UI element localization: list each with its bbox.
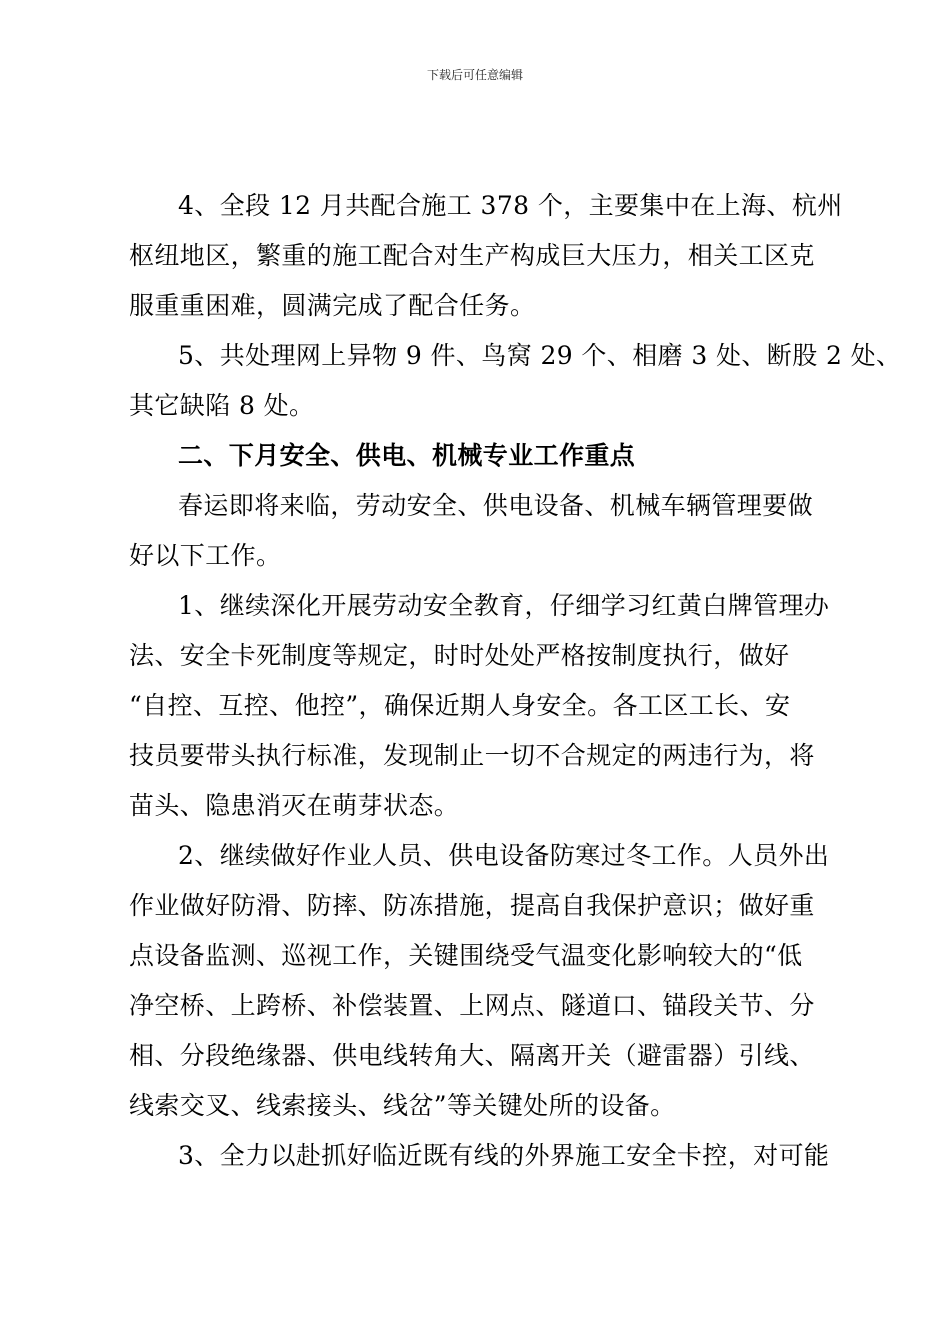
paragraph-line: 线索交叉、线索接头、线岔”等关键处所的设备。 xyxy=(129,1091,676,1120)
paragraph-line: 其它缺陷 8 处。 xyxy=(129,391,315,420)
paragraph-line: 苗头、隐患消灭在萌芽状态。 xyxy=(129,791,460,820)
page-header-note: 下载后可任意编辑 xyxy=(426,68,523,82)
paragraph-line: 相、分段绝缘器、供电线转角大、隔离开关（避雷器）引线、 xyxy=(129,1041,815,1070)
paragraph-line: 点设备监测、巡视工作，关键围绕受气温变化影响较大的“低 xyxy=(129,941,803,970)
paragraph-line: 技员要带头执行标准，发现制止一切不合规定的两违行为，将 xyxy=(129,741,815,770)
paragraph-line: 5、共处理网上异物 9 件、鸟窝 29 个、相磨 3 处、断股 2 处、 xyxy=(178,341,902,370)
paragraph-line: 枢纽地区，繁重的施工配合对生产构成巨大压力，相关工区克 xyxy=(129,241,815,270)
paragraph-line: 春运即将来临，劳动安全、供电设备、机械车辆管理要做 xyxy=(178,491,814,520)
section-heading: 二、下月安全、供电、机械专业工作重点 xyxy=(178,441,636,470)
paragraph-line: 作业做好防滑、防摔、防冻措施，提高自我保护意识；做好重 xyxy=(129,891,815,920)
paragraph-line: “自控、互控、他控”，确保近期人身安全。各工区工长、安 xyxy=(129,691,791,720)
paragraph-line: 好以下工作。 xyxy=(129,541,282,570)
paragraph-line: 4、全段 12 月共配合施工 378 个，主要集中在上海、杭州 xyxy=(178,191,843,220)
paragraph-line: 3、全力以赴抓好临近既有线的外界施工安全卡控，对可能 xyxy=(178,1141,830,1170)
paragraph-line: 服重重困难，圆满完成了配合任务。 xyxy=(129,291,536,320)
paragraph-line: 1、继续深化开展劳动安全教育，仔细学习红黄白牌管理办 xyxy=(178,591,830,620)
paragraph-line: 法、安全卡死制度等规定，时时处处严格按制度执行，做好 xyxy=(129,641,790,670)
paragraph-line: 净空桥、上跨桥、补偿装置、上网点、隧道口、锚段关节、分 xyxy=(129,991,815,1020)
paragraph-line: 2、继续做好作业人员、供电设备防寒过冬工作。人员外出 xyxy=(178,841,830,870)
